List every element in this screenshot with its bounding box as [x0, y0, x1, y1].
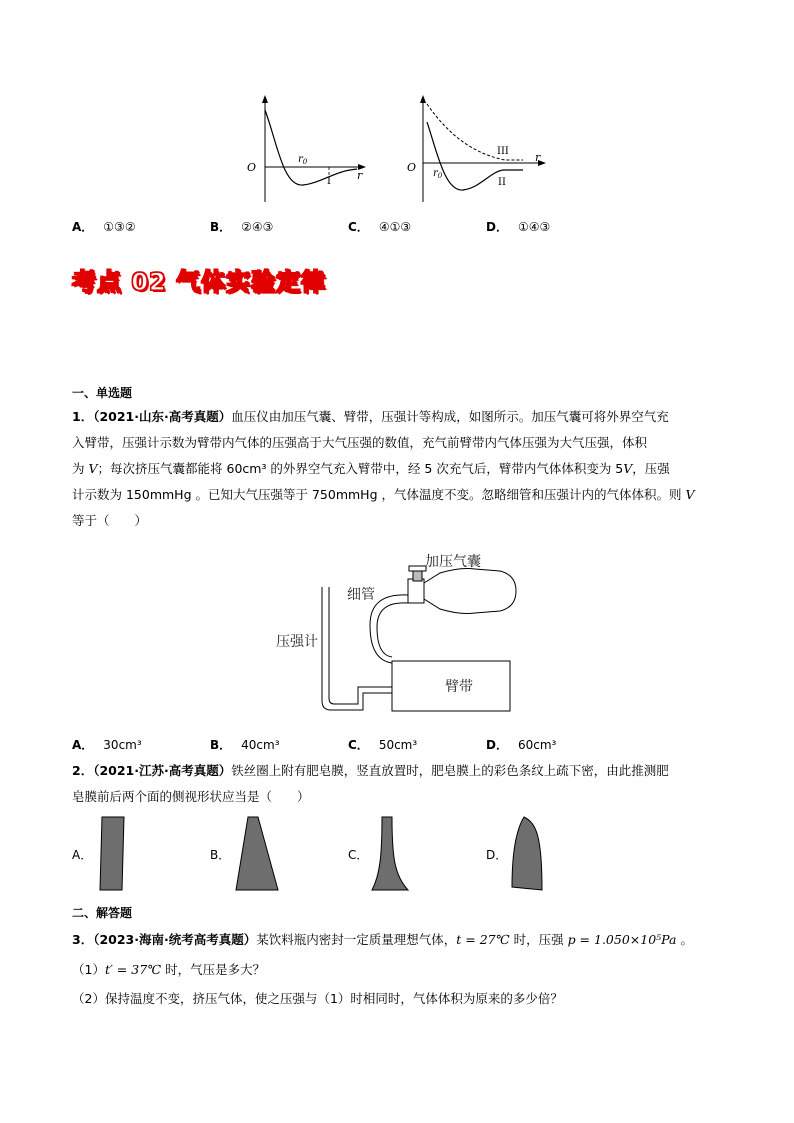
y-axis-arrow [262, 95, 268, 103]
curve-II-label: II [498, 177, 506, 188]
top-option-c[interactable] [348, 218, 411, 235]
variable-v: V [685, 487, 695, 502]
q3-condition-pressure: p = 1.050×10⁵Pa [567, 932, 677, 947]
sub-variable: t′ = 37℃ [104, 962, 162, 977]
r0-label: $r_0$ [298, 154, 308, 166]
sub-text: 时，气压是多大？ [161, 962, 266, 977]
top-option-b[interactable] [210, 218, 273, 235]
q2-shape-a [96, 815, 136, 893]
r-axis-label: r [357, 169, 363, 182]
y-axis-arrow [420, 95, 426, 103]
option-letter: D． [486, 220, 508, 234]
curve-I-label: I [327, 176, 331, 187]
bulb-label: 加压气囊 [425, 554, 481, 570]
sub-number: （1） [72, 962, 105, 977]
section-heading-answer-questions: 二、解答题 [72, 906, 133, 920]
graph-potential-energy-2 [405, 92, 550, 212]
q2-shape-b [232, 815, 282, 893]
option-text: ②④③ [241, 220, 274, 234]
graph-potential-energy-1 [225, 92, 370, 212]
q3-sub-1 [72, 960, 265, 978]
option-text: ①④③ [517, 220, 551, 234]
blood-pressure-figure [270, 545, 530, 715]
option-letter: B． [210, 220, 232, 234]
q2-option-d[interactable]: D． [486, 848, 508, 862]
option-text: ①③② [103, 220, 136, 234]
origin-label: O [247, 161, 257, 174]
curve-I [265, 110, 357, 185]
variable-v: V [88, 461, 98, 476]
q2-text: 铁丝圈上附有肥皂膜，竖直放置时，肥皂膜上的彩色条纹上疏下密，由此推测肥 [231, 763, 669, 778]
r-axis-label: r [535, 151, 541, 164]
q1-text: ，压强 [632, 461, 670, 476]
q3-text: 时，压强 [509, 932, 568, 947]
option-letter: A． [72, 220, 94, 234]
question-2 [72, 758, 722, 810]
origin-label: O [407, 161, 417, 174]
q3-sub-2 [72, 989, 563, 1007]
q2-option-c[interactable]: C． [348, 848, 369, 862]
q2-line-1 [72, 758, 722, 784]
q1-line-3 [72, 456, 722, 482]
q3-condition-temp: t = 27℃ [456, 932, 510, 947]
variable-v: V [623, 461, 633, 476]
section-title: 考点 02 气体实验定律 [72, 268, 327, 296]
question-source: （2021·山东·高考真题） [93, 409, 232, 424]
top-option-d[interactable] [486, 218, 550, 235]
blood-pressure-svg [270, 545, 530, 715]
q3-text: 。 [676, 932, 693, 947]
q1-option-c[interactable] [348, 736, 417, 753]
option-letter: A． [72, 738, 94, 752]
option-letter: B． [210, 738, 232, 752]
q1-line-4 [72, 482, 722, 508]
q2-shape-d [508, 815, 558, 893]
q2-shape-c [368, 815, 418, 893]
section-heading-single-choice: 一、单选题 [72, 386, 133, 400]
question-source: （2021·江苏·高考真题） [93, 763, 232, 778]
sub-text: 保持温度不变，挤压气体，使之压强与（1）时相同时，气体体积为原来的多少倍？ [104, 991, 563, 1006]
q1-line-5: 等于（ ） [72, 513, 148, 528]
question-number: 2． [72, 763, 94, 778]
sub-number: （2） [72, 991, 105, 1006]
option-text: 30cm³ [103, 738, 142, 752]
question-number: 3． [72, 932, 94, 947]
question-1 [72, 404, 722, 534]
q1-text: 计示数为 150mmHg 。已知大气压强等于 750mmHg ，气体温度不变。忽略细管和压强计内的气体体积。则 [72, 487, 686, 502]
graph-2-svg [405, 92, 550, 212]
bulb-shape [424, 569, 516, 614]
q2-line-2: 皂膜前后两个面的侧视形状应当是（ ） [72, 789, 310, 804]
q2-option-a[interactable]: A． [72, 848, 93, 862]
cuff-label: 臂带 [445, 679, 473, 695]
option-text: 60cm³ [517, 738, 557, 752]
graph-1-svg [225, 92, 370, 212]
top-option-a[interactable] [72, 218, 136, 235]
option-text: ④①③ [378, 220, 412, 234]
gauge-label: 压强计 [276, 634, 318, 650]
q3-line-1 [72, 930, 693, 948]
q3-text: 某饮料瓶内密封一定质量理想气体， [256, 932, 457, 947]
option-letter: C． [348, 220, 369, 234]
curve-III-label: III [497, 146, 509, 157]
q1-text: 血压仪由加压气囊、臂带，压强计等构成，如图所示。加压气囊可将外界空气充 [231, 409, 669, 424]
q1-option-d[interactable] [486, 736, 556, 753]
q1-line-1 [72, 404, 722, 430]
q1-option-a[interactable] [72, 736, 142, 753]
option-text: 40cm³ [241, 738, 280, 752]
option-letter: D． [486, 738, 508, 752]
question-number: 1． [72, 409, 94, 424]
q1-line-2: 入臂带，压强计示数为臂带内气体的压强高于大气压强的数值，充气前臂带内气体压强为大气压强，体积 [72, 435, 648, 450]
option-letter: C． [348, 738, 369, 752]
q1-text: 为 [72, 461, 89, 476]
question-source: （2023·海南·统考高考真题） [93, 932, 257, 947]
q1-text: ；每次挤压气囊都能将 60cm³ 的外界空气充入臂带中，经 5 次充气后，臂带内气体体积变为 5 [97, 461, 624, 476]
q2-option-b[interactable]: B． [210, 848, 231, 862]
q1-option-b[interactable] [210, 736, 280, 753]
option-text: 50cm³ [378, 738, 418, 752]
r0-label: $r_0$ [433, 168, 443, 180]
tube-label: 细管 [347, 587, 375, 603]
